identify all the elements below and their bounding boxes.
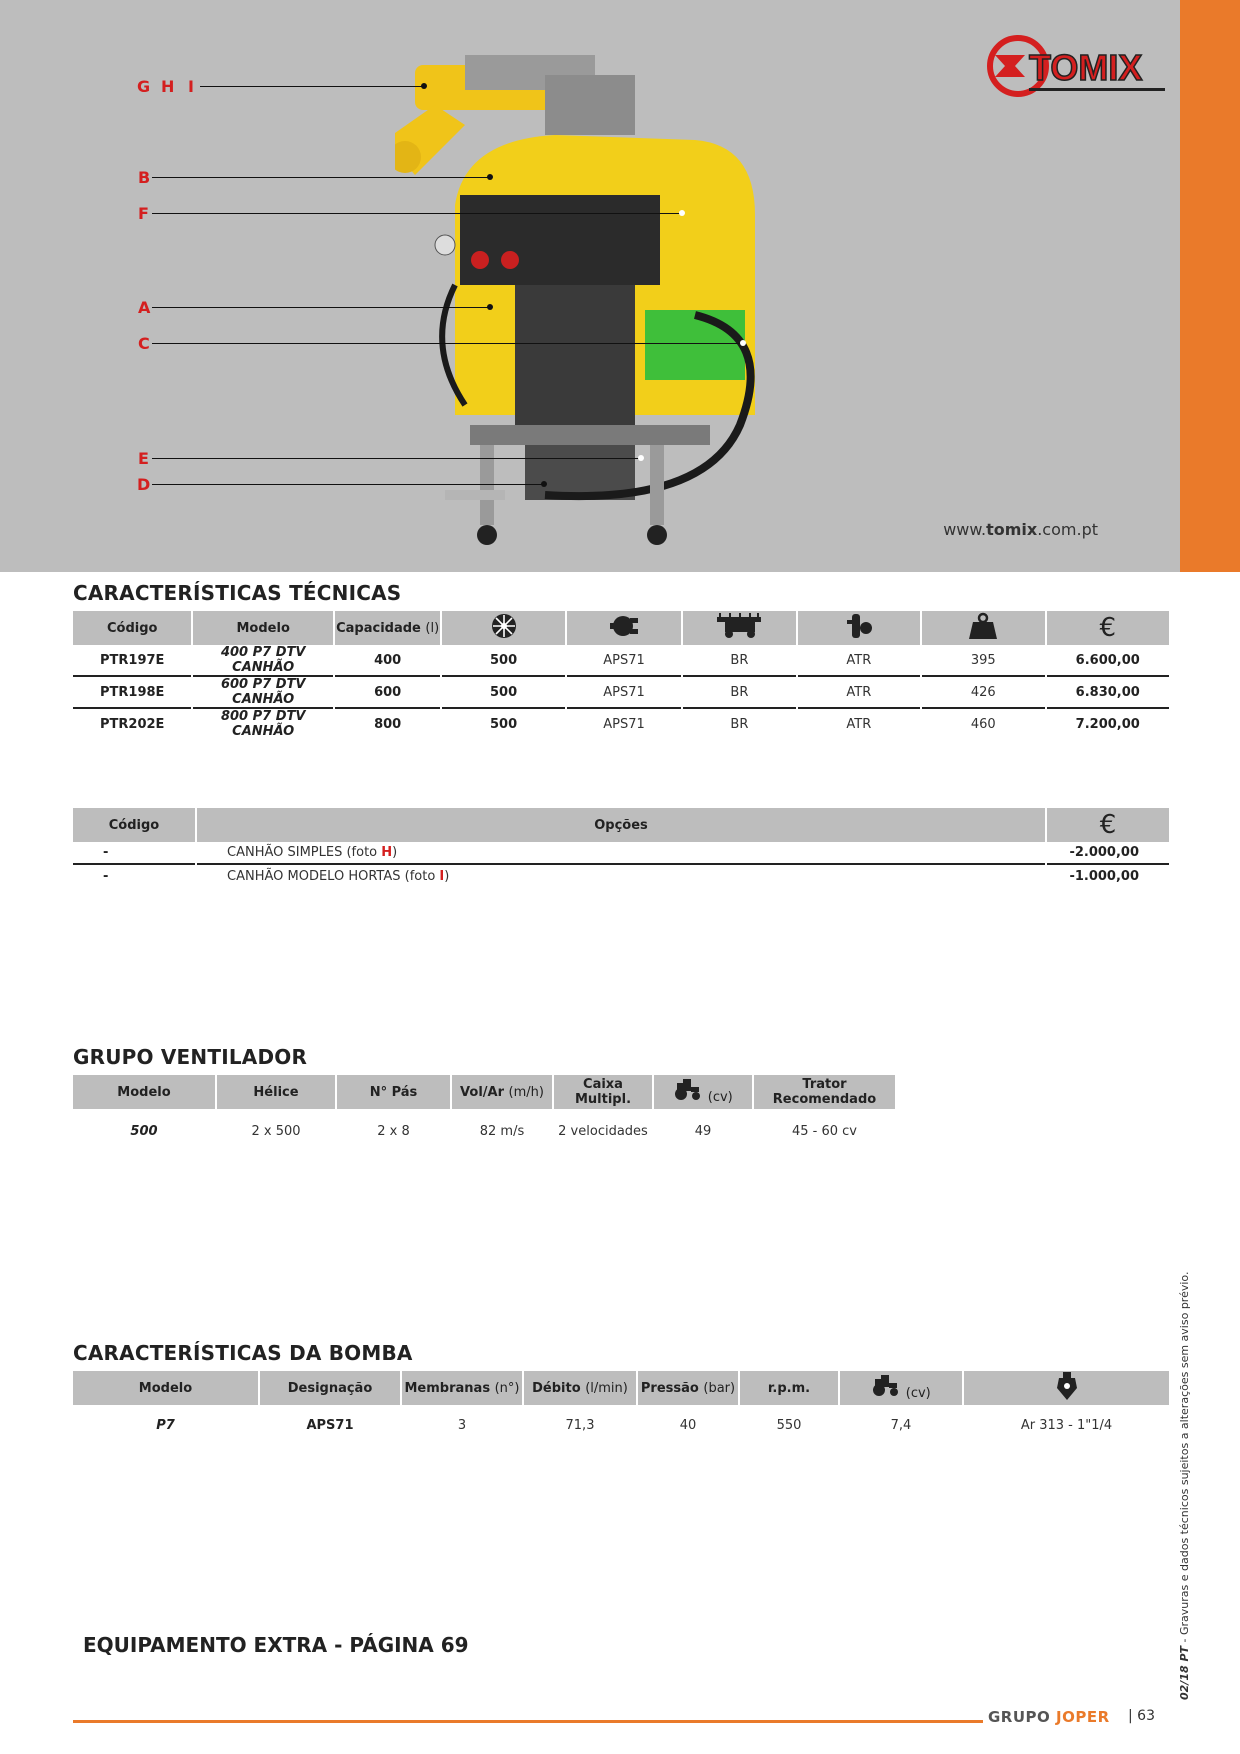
- callout-h: H: [161, 77, 175, 96]
- side-disclaimer: 02/18 PT - Gravuras e dados técnicos sujeitos a alterações sem aviso prévio.: [1178, 1271, 1191, 1700]
- cell-bomba: APS71: [567, 677, 681, 709]
- cell-volar: 82 m/s: [479, 1123, 525, 1139]
- cell-modelo: 400 P7 DTV CANHÃO: [193, 645, 333, 677]
- section-title-pump: CARACTERÍSTICAS DA BOMBA: [73, 1341, 413, 1365]
- tomix-logo: [985, 35, 1170, 97]
- col-fan-modelo: Modelo: [73, 1075, 215, 1109]
- cell-preco: -1.000,00: [1069, 869, 1139, 884]
- callout-line-e: [152, 458, 640, 459]
- cell-barra: BR: [683, 677, 795, 709]
- sprayer-machine-image: [395, 45, 855, 555]
- table-row: [73, 1109, 895, 1153]
- cell-engate: ATR: [798, 645, 920, 677]
- table-row: [73, 677, 1169, 709]
- boom-icon: [715, 613, 763, 639]
- col-pump-designacao: Designação: [260, 1371, 400, 1405]
- cell-capacidade: 400: [335, 645, 440, 677]
- cell-codigo: -: [73, 842, 195, 865]
- col-pump-ligacao: [964, 1371, 1169, 1405]
- cell-ventilador: 500: [489, 716, 518, 732]
- extra-equipment-note: EQUIPAMENTO EXTRA - PÁGINA 69: [83, 1633, 469, 1657]
- col-barra: [683, 611, 795, 645]
- side-accent-strip: [1180, 0, 1240, 572]
- cell-bomba: APS71: [567, 645, 681, 677]
- col-pump-modelo: Modelo: [73, 1371, 258, 1405]
- cell-preco: 6.830,00: [1047, 677, 1169, 709]
- callout-dot-e: [638, 455, 644, 461]
- col-fan-cv: (cv): [654, 1075, 752, 1109]
- fan-icon: [490, 612, 518, 640]
- cell-preco: 7.200,00: [1075, 716, 1140, 732]
- callout-dot-b: [487, 174, 493, 180]
- cell-caixa: 2 velocidades: [558, 1123, 648, 1139]
- cell-rpm: 550: [776, 1417, 802, 1433]
- col-fan-volar: Vol/Ar (m/h): [452, 1075, 552, 1109]
- section-title-fan: GRUPO VENTILADOR: [73, 1045, 308, 1069]
- cell-engate: ATR: [798, 677, 920, 709]
- tech-table: [71, 611, 1171, 739]
- cell-codigo: PTR202E: [100, 716, 165, 732]
- options-table: [71, 808, 1171, 888]
- tractor-icon: [673, 1079, 703, 1101]
- cell-peso: 460: [970, 716, 996, 732]
- callout-c: C: [138, 334, 150, 353]
- callout-line-a: [152, 307, 490, 308]
- page-number: | 63: [1128, 1708, 1155, 1724]
- pump-table: [71, 1371, 1171, 1445]
- col-fan-helice: Hélice: [217, 1075, 335, 1109]
- table-row: [73, 842, 1169, 865]
- col-bomba: [567, 611, 681, 645]
- cell-opcao: CANHÃO MODELO HORTAS (foto I): [227, 869, 450, 884]
- product-photo-area: [0, 0, 1180, 572]
- col-opt-preco: €: [1047, 808, 1169, 842]
- callout-d: D: [137, 475, 151, 494]
- fan-table: [71, 1075, 897, 1153]
- cell-cv: 7,4: [890, 1417, 912, 1433]
- col-fan-trator: Trator Recomendado: [754, 1075, 895, 1109]
- website-url[interactable]: www.tomix.com.pt: [943, 520, 1098, 539]
- callout-f: F: [138, 204, 149, 223]
- cell-barra: BR: [730, 716, 749, 732]
- cell-debito: 71,3: [565, 1417, 595, 1433]
- cell-preco: 6.600,00: [1047, 645, 1169, 677]
- cell-engate: ATR: [846, 716, 872, 732]
- table-row: [73, 709, 1169, 739]
- callout-line-f: [152, 213, 682, 214]
- cell-peso: 395: [922, 645, 1044, 677]
- cell-modelo: 500: [130, 1123, 158, 1139]
- footer-brand-logo: GRUPO JOPER: [988, 1708, 1110, 1726]
- cell-ligacao: Ar 313 - 1"1/4: [1020, 1417, 1113, 1433]
- col-capacidade: Capacidade (l): [335, 611, 440, 645]
- cell-codigo: -: [103, 869, 109, 884]
- cell-ventilador: 500: [442, 677, 564, 709]
- cell-modelo: 800 P7 DTV CANHÃO: [220, 709, 306, 739]
- weight-icon: [968, 612, 998, 640]
- hitch-icon: [844, 612, 874, 640]
- fan-table-header: [73, 1075, 895, 1109]
- cell-pressao: 40: [679, 1417, 697, 1433]
- col-opt-opcoes: Opções: [197, 808, 1045, 842]
- cell-barra: BR: [683, 645, 795, 677]
- table-row: [73, 865, 1169, 888]
- cell-opcao: CANHÃO SIMPLES (foto H): [197, 842, 1045, 865]
- cell-codigo: PTR197E: [73, 645, 191, 677]
- callout-b: B: [138, 168, 151, 187]
- callout-line-ghi: [200, 86, 422, 87]
- col-pump-debito: Débito (l/min): [524, 1371, 636, 1405]
- col-peso: [922, 611, 1044, 645]
- col-preco: €: [1047, 611, 1169, 645]
- cell-designacao: APS71: [306, 1417, 354, 1433]
- callout-dot-f: [679, 210, 685, 216]
- col-codigo: Código: [73, 611, 191, 645]
- callout-line-b: [152, 177, 490, 178]
- callout-i: I: [188, 77, 194, 96]
- col-ventilador: [442, 611, 564, 645]
- cell-ventilador: 500: [442, 645, 564, 677]
- cell-codigo: PTR198E: [73, 677, 191, 709]
- cell-bomba: APS71: [603, 716, 645, 732]
- col-pump-pressao: Pressão (bar): [638, 1371, 738, 1405]
- callout-line-c: [152, 343, 742, 344]
- cell-capacidade: 600: [335, 677, 440, 709]
- col-modelo: Modelo: [193, 611, 333, 645]
- callout-line-d: [152, 484, 544, 485]
- callout-dot-ghi: [421, 83, 427, 89]
- callout-e: E: [138, 449, 149, 468]
- cell-trator: 45 - 60 cv: [791, 1123, 857, 1139]
- tractor-icon: [871, 1375, 901, 1397]
- pump-table-header: [73, 1371, 1169, 1405]
- pump-icon: [608, 612, 640, 640]
- cell-helice: 2 x 500: [251, 1123, 301, 1139]
- callout-dot-c: [740, 340, 746, 346]
- col-fan-caixa: Caixa Multipl.: [554, 1075, 652, 1109]
- col-fan-pas: N° Pás: [337, 1075, 450, 1109]
- callout-dot-a: [487, 304, 493, 310]
- coupling-icon: [1056, 1372, 1078, 1400]
- svg-text:TOMIX: TOMIX: [1029, 47, 1143, 88]
- cell-pas: 2 x 8: [377, 1123, 410, 1139]
- section-title-tech: CARACTERÍSTICAS TÉCNICAS: [73, 581, 402, 605]
- tech-table-header: [73, 611, 1169, 645]
- col-pump-rpm: r.p.m.: [740, 1371, 838, 1405]
- cell-membranas: 3: [457, 1417, 467, 1433]
- col-pump-cv: (cv): [840, 1371, 962, 1405]
- footer-rule: [73, 1720, 983, 1723]
- cell-capacidade: 800: [374, 716, 402, 732]
- table-row: [73, 1405, 1169, 1445]
- callout-a: A: [138, 298, 151, 317]
- cell-modelo: P7: [156, 1417, 175, 1433]
- cell-preco: -2.000,00: [1047, 842, 1169, 865]
- cell-peso: 426: [922, 677, 1044, 709]
- col-engate: [798, 611, 920, 645]
- options-table-header: [73, 808, 1169, 842]
- callout-dot-d: [541, 481, 547, 487]
- col-pump-membranas: Membranas (n°): [402, 1371, 522, 1405]
- cell-modelo: 600 P7 DTV CANHÃO: [193, 677, 333, 709]
- col-opt-codigo: Código: [73, 808, 195, 842]
- callout-g: G: [137, 77, 151, 96]
- table-row: [73, 645, 1169, 677]
- cell-cv: 49: [694, 1123, 712, 1139]
